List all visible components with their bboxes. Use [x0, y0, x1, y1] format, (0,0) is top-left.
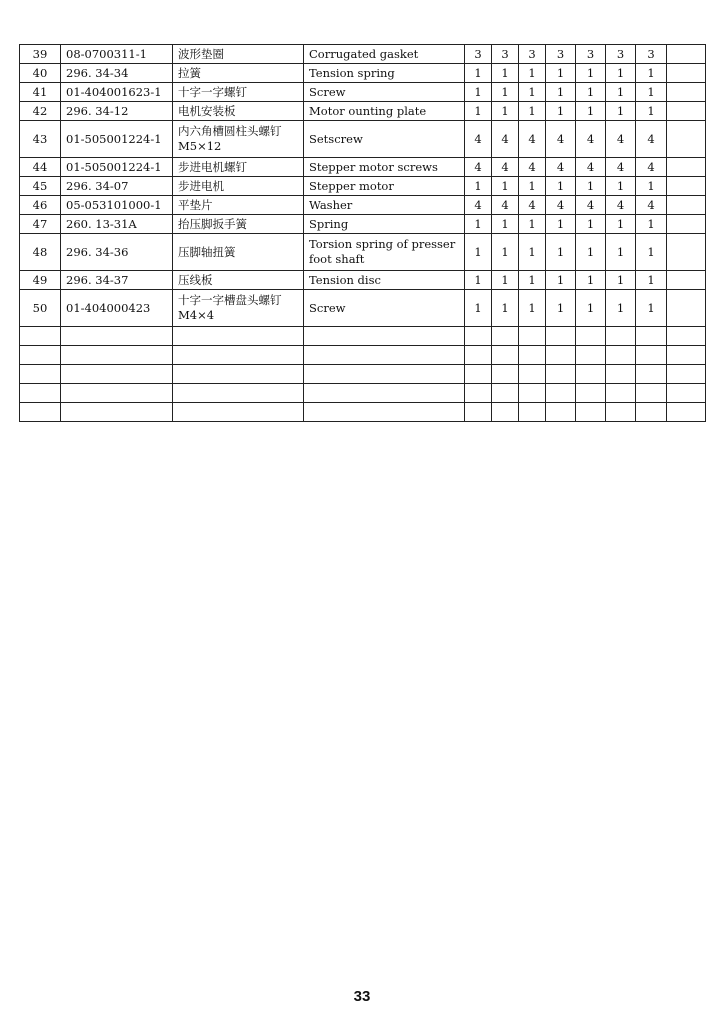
quantity-cell: 1 — [519, 102, 546, 121]
empty-cell — [546, 327, 576, 346]
empty-cell — [304, 346, 465, 365]
english-name-cell: Torsion spring of presser foot shaft — [304, 234, 465, 271]
quantity-cell: 1 — [519, 234, 546, 271]
empty-cell — [576, 403, 606, 422]
part-number-cell: 01-505001224-1 — [61, 121, 173, 158]
parts-table — [19, 44, 706, 422]
quantity-cell: 4 — [606, 158, 636, 177]
part-number-cell: 01-404000423 — [61, 290, 173, 327]
quantity-cell: 4 — [492, 158, 519, 177]
quantity-cell: 4 — [465, 121, 492, 158]
quantity-cell: 1 — [576, 102, 606, 121]
quantity-cell: 4 — [546, 158, 576, 177]
quantity-cell: 1 — [606, 177, 636, 196]
quantity-cell: 1 — [465, 83, 492, 102]
quantity-cell: 1 — [492, 215, 519, 234]
quantity-cell — [667, 271, 706, 290]
quantity-cell: 1 — [519, 271, 546, 290]
empty-cell — [20, 384, 61, 403]
quantity-cell — [667, 158, 706, 177]
item-number-cell: 41 — [20, 83, 61, 102]
empty-table-row — [20, 346, 706, 365]
empty-table-row — [20, 365, 706, 384]
quantity-cell: 1 — [606, 271, 636, 290]
part-number-cell: 08-0700311-1 — [61, 45, 173, 64]
quantity-cell: 1 — [606, 64, 636, 83]
quantity-cell: 1 — [636, 290, 667, 327]
quantity-cell: 1 — [465, 215, 492, 234]
quantity-cell: 1 — [636, 64, 667, 83]
table-row — [20, 234, 706, 271]
empty-cell — [304, 365, 465, 384]
table-row — [20, 45, 706, 64]
empty-cell — [576, 365, 606, 384]
item-number-cell: 42 — [20, 102, 61, 121]
item-number-cell: 49 — [20, 271, 61, 290]
quantity-cell — [667, 102, 706, 121]
quantity-cell: 4 — [519, 158, 546, 177]
quantity-cell: 1 — [606, 290, 636, 327]
empty-cell — [606, 365, 636, 384]
empty-table-row — [20, 403, 706, 422]
quantity-cell: 1 — [576, 215, 606, 234]
quantity-cell: 3 — [492, 45, 519, 64]
english-name-cell: Tension spring — [304, 64, 465, 83]
table-row — [20, 102, 706, 121]
quantity-cell: 4 — [636, 121, 667, 158]
empty-cell — [576, 327, 606, 346]
empty-cell — [636, 327, 667, 346]
quantity-cell — [667, 234, 706, 271]
quantity-cell: 1 — [576, 290, 606, 327]
empty-cell — [546, 403, 576, 422]
quantity-cell: 1 — [636, 83, 667, 102]
quantity-cell: 4 — [576, 158, 606, 177]
quantity-cell: 3 — [546, 45, 576, 64]
quantity-cell: 3 — [576, 45, 606, 64]
quantity-cell: 1 — [546, 102, 576, 121]
empty-cell — [61, 384, 173, 403]
empty-cell — [606, 403, 636, 422]
empty-cell — [465, 346, 492, 365]
quantity-cell: 1 — [546, 64, 576, 83]
item-number-cell: 39 — [20, 45, 61, 64]
chinese-name-cell: 内六角槽圆柱头螺钉 M5×12 — [173, 121, 304, 158]
quantity-cell — [667, 290, 706, 327]
quantity-cell: 4 — [492, 121, 519, 158]
empty-cell — [576, 384, 606, 403]
quantity-cell: 1 — [636, 215, 667, 234]
empty-cell — [546, 365, 576, 384]
empty-cell — [20, 346, 61, 365]
english-name-cell: Washer — [304, 196, 465, 215]
quantity-cell: 1 — [606, 102, 636, 121]
part-number-cell: 296. 34-12 — [61, 102, 173, 121]
quantity-cell — [667, 83, 706, 102]
empty-cell — [667, 327, 706, 346]
empty-cell — [667, 384, 706, 403]
chinese-name-cell: 十字一字螺钉 — [173, 83, 304, 102]
table-row — [20, 64, 706, 83]
empty-cell — [304, 384, 465, 403]
empty-cell — [667, 346, 706, 365]
empty-cell — [465, 365, 492, 384]
english-name-cell: Stepper motor screws — [304, 158, 465, 177]
quantity-cell: 4 — [576, 121, 606, 158]
table-row — [20, 177, 706, 196]
empty-cell — [492, 327, 519, 346]
quantity-cell — [667, 64, 706, 83]
quantity-cell: 3 — [465, 45, 492, 64]
quantity-cell: 1 — [636, 102, 667, 121]
quantity-cell: 3 — [519, 45, 546, 64]
quantity-cell: 1 — [492, 64, 519, 83]
empty-cell — [667, 403, 706, 422]
quantity-cell: 1 — [492, 271, 519, 290]
quantity-cell: 3 — [606, 45, 636, 64]
quantity-cell — [667, 177, 706, 196]
empty-cell — [519, 403, 546, 422]
quantity-cell: 1 — [606, 234, 636, 271]
chinese-name-cell: 十字一字槽盘头螺钉 M4×4 — [173, 290, 304, 327]
quantity-cell: 1 — [546, 215, 576, 234]
empty-cell — [20, 403, 61, 422]
quantity-cell: 1 — [546, 271, 576, 290]
quantity-cell: 1 — [519, 177, 546, 196]
item-number-cell: 44 — [20, 158, 61, 177]
empty-cell — [606, 346, 636, 365]
empty-cell — [546, 384, 576, 403]
quantity-cell: 1 — [576, 271, 606, 290]
empty-cell — [519, 327, 546, 346]
empty-cell — [576, 346, 606, 365]
english-name-cell: Setscrew — [304, 121, 465, 158]
quantity-cell: 1 — [546, 234, 576, 271]
empty-cell — [20, 365, 61, 384]
quantity-cell: 1 — [546, 83, 576, 102]
part-number-cell: 296. 34-34 — [61, 64, 173, 83]
quantity-cell: 1 — [492, 102, 519, 121]
empty-cell — [61, 346, 173, 365]
quantity-cell: 1 — [519, 64, 546, 83]
quantity-cell — [667, 45, 706, 64]
english-name-cell: Spring — [304, 215, 465, 234]
chinese-name-cell: 电机安装板 — [173, 102, 304, 121]
quantity-cell: 4 — [492, 196, 519, 215]
english-name-cell: Motor ounting plate — [304, 102, 465, 121]
quantity-cell: 1 — [576, 83, 606, 102]
quantity-cell: 1 — [519, 83, 546, 102]
table-row — [20, 215, 706, 234]
empty-cell — [636, 365, 667, 384]
quantity-cell: 1 — [519, 290, 546, 327]
empty-cell — [519, 346, 546, 365]
english-name-cell: Corrugated gasket — [304, 45, 465, 64]
empty-cell — [61, 327, 173, 346]
empty-cell — [519, 384, 546, 403]
part-number-cell: 05-053101000-1 — [61, 196, 173, 215]
part-number-cell: 296. 34-36 — [61, 234, 173, 271]
english-name-cell: Screw — [304, 83, 465, 102]
item-number-cell: 45 — [20, 177, 61, 196]
empty-cell — [492, 384, 519, 403]
quantity-cell: 1 — [636, 177, 667, 196]
empty-cell — [606, 327, 636, 346]
empty-cell — [304, 327, 465, 346]
empty-cell — [519, 365, 546, 384]
quantity-cell: 1 — [636, 234, 667, 271]
empty-cell — [636, 346, 667, 365]
quantity-cell: 1 — [576, 177, 606, 196]
quantity-cell: 1 — [576, 234, 606, 271]
table-row — [20, 271, 706, 290]
chinese-name-cell: 步进电机 — [173, 177, 304, 196]
quantity-cell: 1 — [546, 290, 576, 327]
table-row — [20, 121, 706, 158]
quantity-cell: 4 — [519, 121, 546, 158]
quantity-cell: 1 — [465, 271, 492, 290]
empty-cell — [61, 403, 173, 422]
empty-cell — [173, 327, 304, 346]
empty-cell — [465, 403, 492, 422]
quantity-cell: 1 — [465, 64, 492, 83]
chinese-name-cell: 步进电机螺钉 — [173, 158, 304, 177]
part-number-cell: 296. 34-37 — [61, 271, 173, 290]
item-number-cell: 47 — [20, 215, 61, 234]
empty-table-row — [20, 384, 706, 403]
quantity-cell: 4 — [546, 196, 576, 215]
empty-cell — [636, 384, 667, 403]
empty-cell — [636, 403, 667, 422]
empty-cell — [492, 403, 519, 422]
empty-cell — [492, 365, 519, 384]
item-number-cell: 43 — [20, 121, 61, 158]
quantity-cell: 1 — [546, 177, 576, 196]
quantity-cell: 4 — [465, 158, 492, 177]
empty-cell — [465, 384, 492, 403]
quantity-cell: 1 — [492, 83, 519, 102]
item-number-cell: 50 — [20, 290, 61, 327]
quantity-cell — [667, 196, 706, 215]
table-row — [20, 83, 706, 102]
quantity-cell: 1 — [465, 102, 492, 121]
empty-cell — [492, 346, 519, 365]
chinese-name-cell: 压脚轴扭簧 — [173, 234, 304, 271]
empty-cell — [20, 327, 61, 346]
quantity-cell — [667, 121, 706, 158]
page-number: 33 — [353, 988, 371, 1005]
quantity-cell: 4 — [546, 121, 576, 158]
english-name-cell: Stepper motor — [304, 177, 465, 196]
quantity-cell — [667, 215, 706, 234]
quantity-cell: 1 — [492, 290, 519, 327]
quantity-cell: 4 — [465, 196, 492, 215]
quantity-cell: 1 — [465, 177, 492, 196]
english-name-cell: Screw — [304, 290, 465, 327]
quantity-cell: 1 — [465, 234, 492, 271]
empty-cell — [667, 365, 706, 384]
item-number-cell: 40 — [20, 64, 61, 83]
empty-cell — [173, 403, 304, 422]
table-row — [20, 158, 706, 177]
empty-cell — [304, 403, 465, 422]
item-number-cell: 46 — [20, 196, 61, 215]
empty-cell — [173, 384, 304, 403]
quantity-cell: 4 — [576, 196, 606, 215]
empty-cell — [606, 384, 636, 403]
english-name-cell: Tension disc — [304, 271, 465, 290]
quantity-cell: 4 — [606, 196, 636, 215]
table-row — [20, 290, 706, 327]
empty-cell — [546, 346, 576, 365]
item-number-cell: 48 — [20, 234, 61, 271]
part-number-cell: 296. 34-07 — [61, 177, 173, 196]
part-number-cell: 01-404001623-1 — [61, 83, 173, 102]
empty-cell — [61, 365, 173, 384]
quantity-cell: 4 — [636, 196, 667, 215]
quantity-cell: 3 — [636, 45, 667, 64]
empty-cell — [173, 346, 304, 365]
quantity-cell: 1 — [606, 215, 636, 234]
quantity-cell: 1 — [519, 215, 546, 234]
quantity-cell: 4 — [606, 121, 636, 158]
part-number-cell: 260. 13-31A — [61, 215, 173, 234]
quantity-cell: 1 — [492, 177, 519, 196]
quantity-cell: 1 — [606, 83, 636, 102]
quantity-cell: 1 — [636, 271, 667, 290]
chinese-name-cell: 压线板 — [173, 271, 304, 290]
quantity-cell: 4 — [519, 196, 546, 215]
part-number-cell: 01-505001224-1 — [61, 158, 173, 177]
table-row — [20, 196, 706, 215]
empty-table-row — [20, 327, 706, 346]
parts-table-body — [20, 45, 706, 422]
chinese-name-cell: 平垫片 — [173, 196, 304, 215]
chinese-name-cell: 抬压脚扳手簧 — [173, 215, 304, 234]
empty-cell — [173, 365, 304, 384]
quantity-cell: 1 — [492, 234, 519, 271]
empty-cell — [465, 327, 492, 346]
quantity-cell: 1 — [576, 64, 606, 83]
chinese-name-cell: 波形垫圈 — [173, 45, 304, 64]
quantity-cell: 1 — [465, 290, 492, 327]
quantity-cell: 4 — [636, 158, 667, 177]
chinese-name-cell: 拉簧 — [173, 64, 304, 83]
